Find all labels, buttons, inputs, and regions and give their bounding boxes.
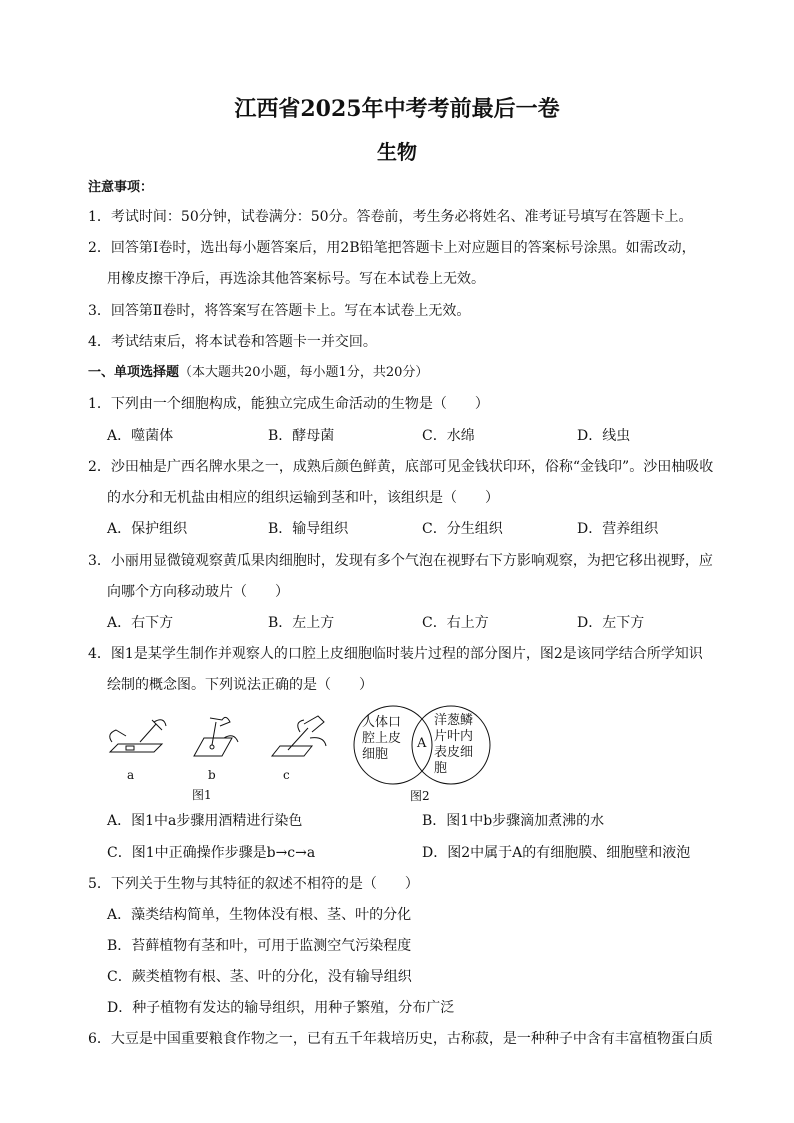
q1-option-a: A．噬菌体 [107,428,174,444]
q5-option-a: A．藻类结构简单，生物体没有根、茎、叶的分化 [107,907,412,923]
question-4-stem-2: 绘制的概念图。下列说法正确的是（ ） [107,677,373,693]
q4-option-b: B．图1中b步骤滴加煮沸的水 [422,813,605,829]
venn-left-line-3: 细胞 [362,747,389,762]
section-heading [88,364,428,382]
q3-option-d: D．左下方 [577,615,645,631]
q4-option-c: C．图1中正确操作步骤是b→c→a [107,845,316,861]
q3-option-c: C．右上方 [422,615,489,631]
venn-center-label: A [417,736,427,751]
q4-option-a: A．图1中a步骤用酒精进行染色 [107,813,303,829]
figure-1-step-c: c [283,768,290,782]
question-5-stem: 5．下列关于生物与其特征的叙述不相符的是（ ） [88,876,419,892]
q2-option-c: C．分生组织 [422,521,503,537]
notice-item-4: 4．考试结束后，将本试卷和答题卡一并交回。 [88,334,377,350]
exam-title: 江西省2025年中考考前最后一卷 [234,96,560,122]
question-1-stem: 1．下列由一个细胞构成，能独立完成生命活动的生物是（ ） [88,396,489,412]
notice-heading: 注意事项： [88,180,154,195]
q5-option-c: C．蕨类植物有根、茎、叶的分化，没有输导组织 [107,969,412,985]
figure-1-caption: 图1 [192,788,212,802]
q1-option-b: B．酵母菌 [268,428,335,444]
venn-right-line-2: 片叶内 [434,729,474,744]
venn-left-label [362,715,401,763]
section-note: （本大题共20小题，每小题1分，共20分） [179,365,429,380]
figure-1-drawing [104,712,344,772]
question-4-stem-1: 4．图1是某学生制作并观察人的口腔上皮细胞临时装片过程的部分图片，图2是该同学结合所学知识 [88,646,703,662]
venn-left-line-2: 腔上皮 [362,731,402,746]
venn-right-label [434,713,473,777]
question-6-stem: 6．大豆是中国重要粮食作物之一，已有五千年栽培历史，古称菽，是一种种子中含有丰富植物蛋白质 [88,1031,713,1047]
question-2-stem-2: 的水分和无机盐由相应的组织运输到茎和叶，该组织是（ ） [107,490,499,506]
notice-item-2-cont: 用橡皮擦干净后，再选涂其他答案标号。写在本试卷上无效。 [107,271,485,287]
subject-title: 生物 [377,140,417,164]
figure-2-caption: 图2 [410,789,430,803]
q2-option-b: B．输导组织 [268,521,349,537]
q5-option-d: D．种子植物有发达的输导组织，用种子繁殖，分布广泛 [107,1000,455,1016]
q1-option-d: D．线虫 [577,428,631,444]
venn-left-line-1: 人体口 [362,715,402,730]
figure-1 [104,712,344,802]
question-3-stem-2: 向哪个方向移动玻片（ ） [107,584,289,600]
figure-1-step-a: a [127,768,135,782]
notice-item-1: 1．考试时间：50分钟，试卷满分：50分。答卷前，考生务必将姓名、准考证号填写在答题卡上。 [88,209,693,225]
step-b-sketch [194,717,238,756]
venn-right-line-4: 胞 [434,761,448,776]
q4-option-d: D．图2中属于A的有细胞膜、细胞壁和液泡 [422,845,691,861]
venn-right-line-1: 洋葱鳞 [434,713,474,728]
venn-right-line-3: 表皮细 [434,745,474,760]
q2-option-a: A．保护组织 [107,521,188,537]
step-a-sketch [110,720,166,752]
notice-item-3: 3．回答第Ⅱ卷时，将答案写在答题卡上。写在本试卷上无效。 [88,303,471,319]
q3-option-b: B．左上方 [268,615,335,631]
q2-option-d: D．营养组织 [577,521,659,537]
section-title: 一、单项选择题 [88,365,180,380]
figure-1-step-b: b [208,768,216,782]
figure-2 [350,703,500,803]
q3-option-a: A．右下方 [107,615,174,631]
question-2-stem-1: 2．沙田柚是广西名牌水果之一，成熟后颜色鲜黄，底部可见金钱状印环，俗称“金钱印”。沙田柚吸收 [88,459,714,475]
question-3-stem-1: 3．小丽用显微镜观察黄瓜果肉细胞时，发现有多个气泡在视野右下方影响观察，为把它移出视野，应 [88,553,713,569]
step-c-sketch [272,716,326,756]
q5-option-b: B．苔藓植物有茎和叶，可用于监测空气污染程度 [107,938,412,954]
notice-item-2: 2．回答第Ⅰ卷时，选出每小题答案后，用2B铅笔把答题卡上对应题目的答案标号涂黑。如需改动， [88,240,696,256]
q1-option-c: C．水绵 [422,428,475,444]
